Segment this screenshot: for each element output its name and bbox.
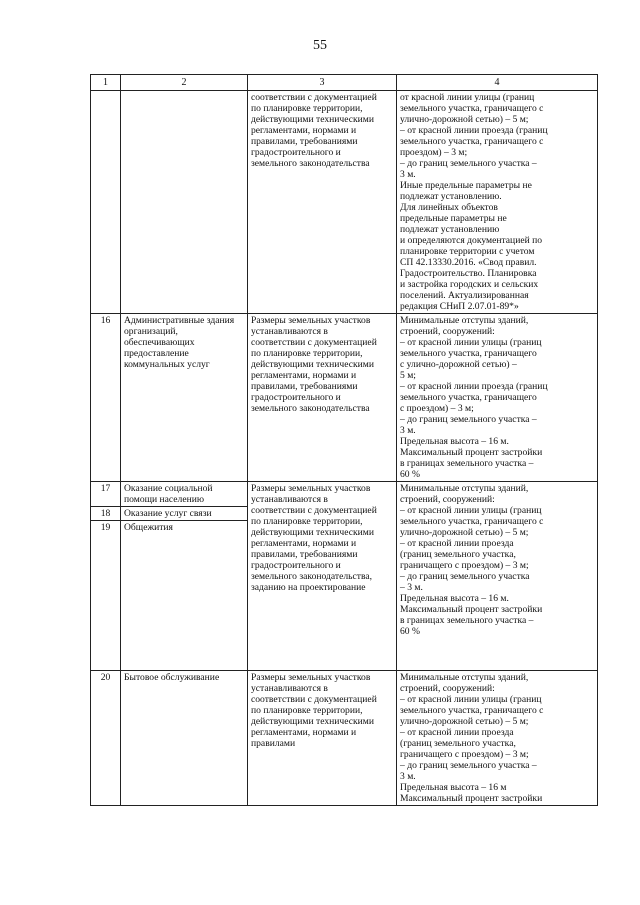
cell-parameters-text xyxy=(397,482,598,671)
text-line: действующими техническими xyxy=(251,527,374,538)
text-line: 3 м. xyxy=(400,169,416,180)
text-line: земельного участка, граничащего с xyxy=(400,516,544,527)
text-line: регламентами, нормами и xyxy=(251,370,357,381)
cell-num: 16 xyxy=(91,314,121,482)
text-line: Минимальные отступы зданий, xyxy=(400,672,529,683)
text-line: – от красной линии улицы (границ xyxy=(400,505,542,516)
text-line: соответствии с документацией xyxy=(251,694,377,705)
text-line: правилами, требованиями xyxy=(251,381,358,392)
text-line: и застройка городских и сельских xyxy=(400,279,539,290)
text-line: Административные здания xyxy=(124,315,235,326)
text-line: – от красной линии проезда xyxy=(400,727,514,738)
text-line: земельного участка, граничащего с xyxy=(400,705,544,716)
text-line: с улично-дорожной сетью) – xyxy=(400,359,517,370)
text-line: по планировке территории, xyxy=(251,103,363,114)
text-line: – 3 м. xyxy=(400,582,423,593)
text-line: земельного законодательства xyxy=(251,158,370,169)
text-line: с проездом) – 3 м; xyxy=(400,403,474,414)
text-line: планировке территории с учетом xyxy=(400,246,535,257)
table-header-row xyxy=(91,75,598,91)
text-line: строений, сооружений: xyxy=(400,683,495,694)
page-number: 55 xyxy=(313,38,327,53)
cell-name-empty xyxy=(121,91,248,314)
text-line: земельного законодательства, xyxy=(251,571,373,582)
header-col-4: 4 xyxy=(397,75,598,91)
text-line: Минимальные отступы зданий, xyxy=(400,315,529,326)
table-row-continuation xyxy=(91,91,598,314)
text-line: Максимальный процент застройки xyxy=(400,447,543,458)
text-line: организаций, xyxy=(124,326,178,337)
text-line: действующими техническими xyxy=(251,359,374,370)
text-line: улично-дорожной сетью) – 5 м; xyxy=(400,527,529,538)
text-line: в границах земельного участка – xyxy=(400,458,534,469)
text-line: подлежат установлению. xyxy=(400,191,502,202)
text-line: земельного участка, граничащего xyxy=(400,348,537,359)
text-line: соответствии с документацией xyxy=(251,337,377,348)
text-line: по планировке территории, xyxy=(251,348,363,359)
cell-use-name: Оказание услуг связи xyxy=(121,507,248,521)
text-line: – от красной линии улицы (границ xyxy=(400,694,542,705)
cell-num: 20 xyxy=(91,671,121,806)
cell-land-size-text xyxy=(248,482,397,671)
cell-use-name: Общежития xyxy=(121,521,248,671)
text-line: градостроительного и xyxy=(251,560,341,571)
text-line: соответствии с документацией xyxy=(251,92,377,103)
text-line: поселений. Актуализированная xyxy=(400,290,529,301)
cell-use-name: Оказание социальной помощи населению xyxy=(121,482,248,507)
text-line: (границ земельного участка, xyxy=(400,549,516,560)
text-line: Размеры земельных участков xyxy=(251,315,371,326)
text-line: Минимальные отступы зданий, xyxy=(400,483,529,494)
cell-parameters-text xyxy=(397,671,598,806)
cell-num: 19 xyxy=(91,521,121,671)
text-line: проездом) – 3 м; xyxy=(400,147,468,158)
text-line: Максимальный процент застройки xyxy=(400,793,543,804)
text-line: градостроительного и xyxy=(251,392,341,403)
header-col-3: 3 xyxy=(248,75,397,91)
text-line: Предельная высота – 16 м xyxy=(400,782,507,793)
text-line: Градостроительство. Планировка xyxy=(400,268,537,279)
text-line: правилами xyxy=(251,738,296,749)
text-line: земельного участка, граничащего с xyxy=(400,103,544,114)
text-line: действующими техническими xyxy=(251,114,374,125)
text-line: действующими техническими xyxy=(251,716,374,727)
text-line: устанавливаются в xyxy=(251,326,328,337)
cell-num: 18 xyxy=(91,507,121,521)
text-line: соответствии с документацией xyxy=(251,505,377,516)
text-line: 3 м. xyxy=(400,771,416,782)
text-line: – от красной линии проезда (границ xyxy=(400,381,548,392)
text-line: регламентами, нормами и xyxy=(251,125,357,136)
table-row-16 xyxy=(91,314,598,482)
text-line: от красной линии улицы (границ xyxy=(400,92,535,103)
text-line: СП 42.13330.2016. «Свод правил. xyxy=(400,257,537,268)
text-line: предоставление xyxy=(124,348,189,359)
text-line: устанавливаются в xyxy=(251,683,328,694)
cell-num: 17 xyxy=(91,482,121,507)
text-line: – от красной линии проезда (границ xyxy=(400,125,548,136)
text-line: устанавливаются в xyxy=(251,494,328,505)
text-line: правилами, требованиями xyxy=(251,136,358,147)
text-line: (границ земельного участка, xyxy=(400,738,516,749)
text-line: улично-дорожной сетью) – 5 м; xyxy=(400,716,529,727)
text-line: обеспечивающих xyxy=(124,337,195,348)
text-line: земельного участка, граничащего xyxy=(400,392,537,403)
text-line: заданию на проектирование xyxy=(251,582,366,593)
text-line: Предельная высота – 16 м. xyxy=(400,593,509,604)
header-col-2: 2 xyxy=(121,75,248,91)
cell-land-size-text xyxy=(248,91,397,314)
text-line: земельного законодательства xyxy=(251,403,370,414)
text-line: Иные предельные параметры не xyxy=(400,180,532,191)
table-row-17 xyxy=(91,482,598,507)
text-line: – от красной линии улицы (границ xyxy=(400,337,542,348)
text-line: 60 % xyxy=(400,626,420,637)
cell-use-name: Бытовое обслуживание xyxy=(121,671,248,806)
text-line: – до границ земельного участка – xyxy=(400,414,537,425)
text-line: и определяются документацией по xyxy=(400,235,543,246)
text-line: строений, сооружений: xyxy=(400,494,495,505)
text-line: Размеры земельных участков xyxy=(251,672,371,683)
text-line: по планировке территории, xyxy=(251,516,363,527)
text-line: граничащего с проездом) – 3 м; xyxy=(400,560,529,571)
land-use-regulations-table xyxy=(90,74,598,806)
text-line: предельные параметры не xyxy=(400,213,507,224)
text-line: 3 м. xyxy=(400,425,416,436)
text-line: 5 м; xyxy=(400,370,416,381)
text-line: Максимальный процент застройки xyxy=(400,604,543,615)
text-line: в границах земельного участка – xyxy=(400,615,534,626)
text-line: 60 % xyxy=(400,469,420,480)
text-line: улично-дорожной сетью) – 5 м; xyxy=(400,114,529,125)
text-line: – до границ земельного участка – xyxy=(400,760,537,771)
text-line: градостроительного и xyxy=(251,147,341,158)
text-line: редакция СНиП 2.07.01-89*» xyxy=(400,301,519,312)
text-line: – до границ земельного участка xyxy=(400,571,530,582)
text-line: Для линейных объектов xyxy=(400,202,498,213)
cell-parameters-text xyxy=(397,91,598,314)
text-line: Размеры земельных участков xyxy=(251,483,371,494)
text-line: подлежат установлению xyxy=(400,224,500,235)
text-line: – от красной линии проезда xyxy=(400,538,514,549)
text-line: строений, сооружений: xyxy=(400,326,495,337)
cell-use-name xyxy=(121,314,248,482)
text-line: Предельная высота – 16 м. xyxy=(400,436,509,447)
text-line: – до границ земельного участка – xyxy=(400,158,537,169)
text-line: регламентами, нормами и xyxy=(251,538,357,549)
text-line: по планировке территории, xyxy=(251,705,363,716)
table-row-20 xyxy=(91,671,598,806)
header-col-1: 1 xyxy=(91,75,121,91)
text-line: граничащего с проездом) – 3 м; xyxy=(400,749,529,760)
text-line: коммунальных услуг xyxy=(124,359,210,370)
text-line: земельного участка, граничащего с xyxy=(400,136,544,147)
cell-land-size-text xyxy=(248,314,397,482)
text-line: регламентами, нормами и xyxy=(251,727,357,738)
text-line: правилами, требованиями xyxy=(251,549,358,560)
cell-num-empty xyxy=(91,91,121,314)
cell-parameters-text xyxy=(397,314,598,482)
cell-land-size-text xyxy=(248,671,397,806)
